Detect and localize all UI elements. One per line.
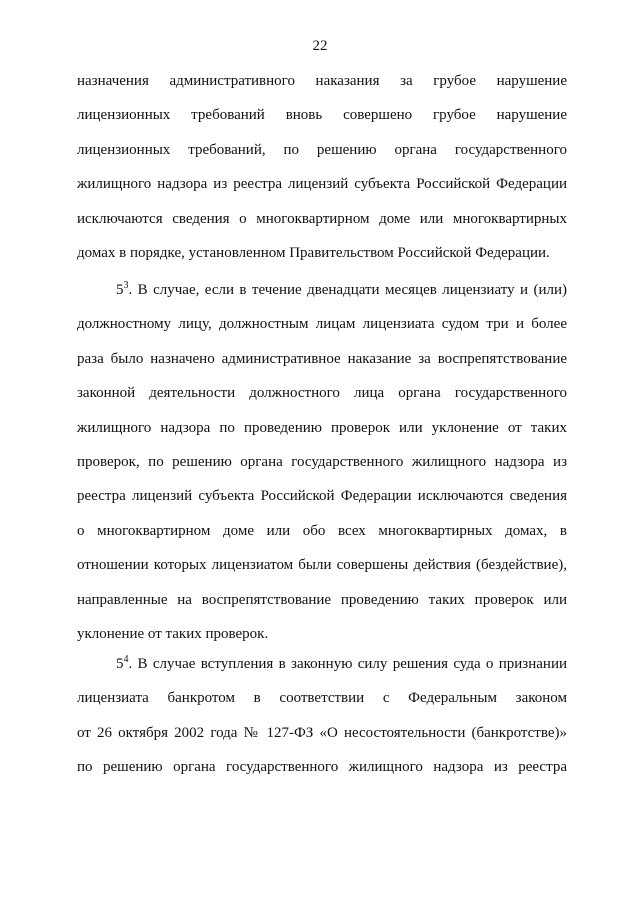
text-line: раза было назначено административное наказание за воспрепятствование bbox=[77, 350, 567, 367]
paragraph-continuation bbox=[77, 72, 567, 278]
paragraph-number-superscript: 3 bbox=[123, 280, 129, 291]
text-line: домах в порядке, установленном Правительством Российской Федерации. bbox=[77, 244, 550, 261]
paragraph-5-4 bbox=[77, 655, 567, 793]
text-line-content: . В случае вступления в законную силу решения суда о признании bbox=[128, 656, 567, 672]
page-number: 22 bbox=[312, 38, 328, 54]
text-line: лицензионных требований вновь совершено грубое нарушение bbox=[77, 107, 567, 124]
text-line: лицензиата банкротом в соответствии с Федеральным законом bbox=[77, 690, 567, 707]
text-line-content: . В случае, если в течение двенадцати месяцев лицензиату и (или) bbox=[128, 282, 567, 298]
paragraph-number: 5 bbox=[116, 656, 124, 672]
text-line: жилищного надзора по проведению проверок или уклонение от таких bbox=[77, 419, 567, 436]
text-line: назначения административного наказания за грубое нарушение bbox=[77, 73, 567, 89]
text-line: реестра лицензий субъекта Российской Федерации исключаются сведения bbox=[77, 488, 567, 505]
text-line: уклонение от таких проверок. bbox=[77, 625, 269, 642]
text-line: от 26 октября 2002 года № 127-ФЗ «О несостоятельности (банкротстве)» bbox=[77, 724, 567, 741]
text-line-first bbox=[77, 281, 567, 315]
text-line: законной деятельности должностного лица органа государственного bbox=[77, 385, 567, 402]
text-line: отношении которых лицензиатом были совершены действия (бездействие), bbox=[77, 557, 567, 574]
text-line: о многоквартирном доме или обо всех многоквартирных домах, в bbox=[77, 522, 567, 539]
text-line: проверок, по решению органа государственного жилищного надзора из bbox=[77, 453, 567, 470]
text-line: направленные на воспрепятствование проведению таких проверок или bbox=[77, 591, 567, 608]
text-line: лицензионных требований, по решению органа государственного bbox=[77, 141, 567, 158]
text-line: по решению органа государственного жилищного надзора из реестра bbox=[77, 759, 567, 776]
text-line: жилищного надзора из реестра лицензий субъекта Российской Федерации bbox=[77, 176, 567, 193]
text-line-first bbox=[77, 655, 567, 689]
paragraph-number-superscript: 4 bbox=[123, 654, 129, 665]
paragraph-5-3 bbox=[77, 281, 567, 659]
paragraph-number: 5 bbox=[116, 282, 124, 298]
text-line: исключаются сведения о многоквартирном доме или многоквартирных bbox=[77, 210, 567, 227]
text-line: должностному лицу, должностным лицам лицензиата судом три и более bbox=[77, 316, 567, 333]
